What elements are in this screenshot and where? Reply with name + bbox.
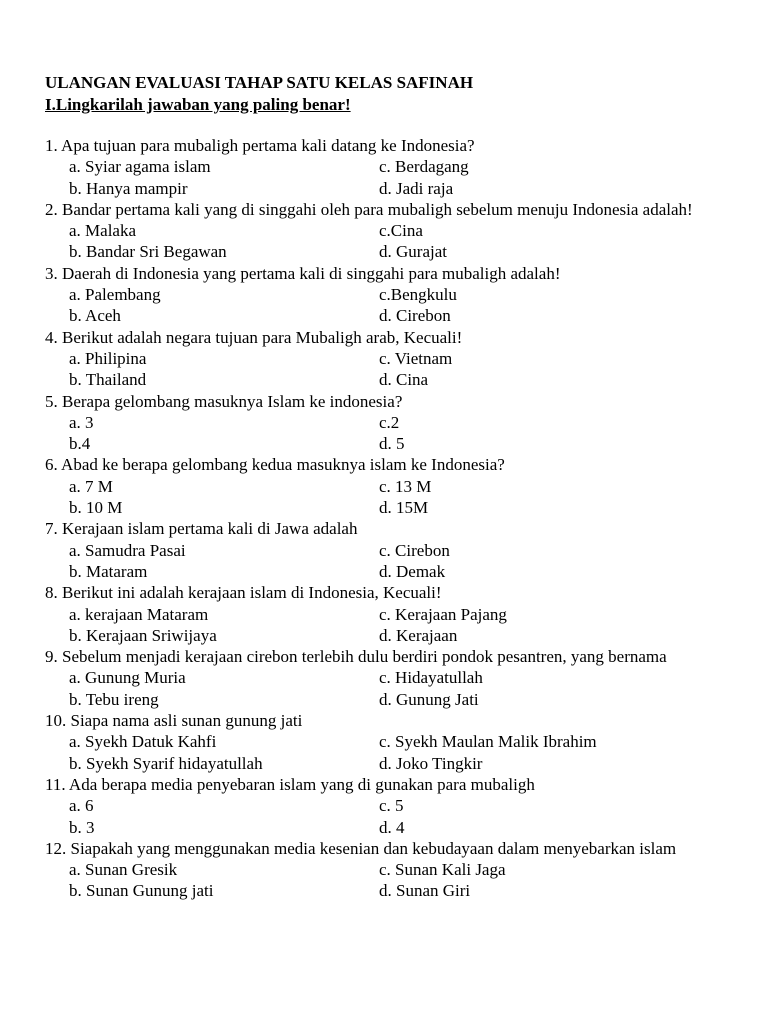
question-text: 1. Apa tujuan para mubaligh pertama kali datang ke Indonesia? xyxy=(45,136,475,155)
answer-option[interactable]: d. Kerajaan xyxy=(379,625,458,645)
answer-option[interactable]: c. Kerajaan Pajang xyxy=(379,604,507,624)
exam-title: ULANGAN EVALUASI TAHAP SATU KELAS SAFINAH xyxy=(45,73,474,92)
question-item xyxy=(45,582,735,646)
answer-options xyxy=(45,156,735,199)
question-text: 4. Berikut adalah negara tujuan para Mubaligh arab, Kecuali! xyxy=(45,327,463,347)
answer-option[interactable]: b. Syekh Syarif hidayatullah xyxy=(69,753,263,773)
answer-option[interactable]: d. Demak xyxy=(379,561,446,581)
answer-option[interactable]: a. 7 M xyxy=(69,476,113,496)
answer-option[interactable]: d. Gurajat xyxy=(379,242,447,262)
answer-option[interactable]: a. Sunan Gresik xyxy=(69,860,178,880)
answer-option[interactable]: c. Berdagang xyxy=(379,157,469,177)
question-text: 6. Abad ke berapa gelombang kedua masuknya islam ke Indonesia? xyxy=(45,455,505,475)
answer-option[interactable]: b. Thailand xyxy=(69,370,147,390)
answer-option[interactable]: b. Mataram xyxy=(69,561,148,581)
question-text: 2. Bandar pertama kali yang di singgahi oleh para mubaligh sebelum menuju Indonesia adalah! xyxy=(45,199,693,219)
answer-option[interactable]: d. 15M xyxy=(379,498,429,518)
answer-option[interactable]: d. 4 xyxy=(379,817,405,837)
section-instruction: I.Lingkarilah jawaban yang paling benar! xyxy=(45,95,351,114)
question-item xyxy=(45,391,735,455)
answer-option[interactable]: c.2 xyxy=(379,412,400,432)
question-item xyxy=(45,263,735,327)
question-item xyxy=(45,327,735,391)
answer-options xyxy=(45,604,735,647)
answer-option[interactable]: d. Cirebon xyxy=(379,306,451,326)
question-item xyxy=(45,774,735,838)
answer-option[interactable]: a. Samudra Pasai xyxy=(69,540,186,560)
answer-option[interactable]: d. Sunan Giri xyxy=(379,881,471,901)
answer-options xyxy=(45,667,735,710)
question-text: 7. Kerajaan islam pertama kali di Jawa adalah xyxy=(45,519,358,539)
answer-option[interactable]: c. Hidayatullah xyxy=(379,668,483,688)
answer-options xyxy=(45,348,735,391)
question-text: 3. Daerah di Indonesia yang pertama kali di singgahi para mubaligh adalah! xyxy=(45,263,561,283)
answer-option[interactable]: c. Syekh Maulan Malik Ibrahim xyxy=(379,732,597,752)
answer-option[interactable]: a. Malaka xyxy=(69,221,137,241)
answer-option[interactable]: a. Palembang xyxy=(69,285,161,305)
answer-option[interactable]: d. Cina xyxy=(379,370,429,390)
answer-option[interactable]: b. Tebu ireng xyxy=(69,689,159,709)
answer-option[interactable]: a. Gunung Muria xyxy=(69,668,186,688)
answer-option[interactable]: c. 5 xyxy=(379,796,404,816)
question-text: 12. Siapakah yang menggunakan media kesenian dan kebudayaan dalam menyebarkan islam xyxy=(45,838,677,858)
answer-options xyxy=(45,731,735,774)
answer-option[interactable]: a. Syekh Datuk Kahfi xyxy=(69,732,217,752)
answer-option[interactable]: d. 5 xyxy=(379,434,405,454)
answer-option[interactable]: b. Bandar Sri Begawan xyxy=(69,242,227,262)
answer-option[interactable]: a. Philipina xyxy=(69,348,147,368)
answer-options xyxy=(45,859,735,902)
answer-option[interactable]: c.Cina xyxy=(379,221,423,241)
answer-option[interactable]: a. 6 xyxy=(69,796,94,816)
question-item xyxy=(45,710,735,774)
answer-option[interactable]: b. Sunan Gunung jati xyxy=(69,881,214,901)
question-text: 9. Sebelum menjadi kerajaan cirebon terlebih dulu berdiri pondok pesantren, yang bernama xyxy=(45,647,667,667)
answer-option[interactable]: a. 3 xyxy=(69,412,94,432)
answer-options xyxy=(45,412,735,455)
answer-option[interactable]: a. Syiar agama islam xyxy=(69,157,211,177)
answer-options xyxy=(45,220,735,263)
answer-option[interactable]: d. Joko Tingkir xyxy=(379,753,483,773)
answer-options xyxy=(45,476,735,519)
answer-option[interactable]: c. Vietnam xyxy=(379,348,453,368)
answer-option[interactable]: b. Hanya mampir xyxy=(69,178,188,198)
answer-option[interactable]: c. Cirebon xyxy=(379,540,450,560)
question-list xyxy=(45,135,735,902)
answer-option[interactable]: c. 13 M xyxy=(379,476,432,496)
question-item xyxy=(45,199,735,263)
answer-option[interactable]: c.Bengkulu xyxy=(379,285,457,305)
answer-option[interactable]: b.4 xyxy=(69,434,91,454)
answer-option[interactable]: b. Kerajaan Sriwijaya xyxy=(69,625,217,645)
answer-options xyxy=(45,795,735,838)
answer-option[interactable]: d. Gunung Jati xyxy=(379,689,479,709)
question-text: 5. Berapa gelombang masuknya Islam ke indonesia? xyxy=(45,391,403,411)
answer-option[interactable]: d. Jadi raja xyxy=(379,178,454,198)
question-text: 11. Ada berapa media penyebaran islam yang di gunakan para mubaligh xyxy=(45,774,535,794)
answer-option[interactable]: b. Aceh xyxy=(69,306,121,326)
question-item xyxy=(45,518,735,582)
question-item xyxy=(45,646,735,710)
question-text: 10. Siapa nama asli sunan gunung jati xyxy=(45,711,303,731)
answer-option[interactable]: c. Sunan Kali Jaga xyxy=(379,860,506,880)
answer-options xyxy=(45,540,735,583)
answer-option[interactable]: b. 3 xyxy=(69,817,95,837)
answer-options xyxy=(45,284,735,327)
question-item xyxy=(45,454,735,518)
question-text: 8. Berikut ini adalah kerajaan islam di Indonesia, Kecuali! xyxy=(45,583,442,603)
answer-option[interactable]: b. 10 M xyxy=(69,498,123,518)
question-item xyxy=(45,135,735,199)
answer-option[interactable]: a. kerajaan Mataram xyxy=(69,604,209,624)
question-item xyxy=(45,838,735,902)
